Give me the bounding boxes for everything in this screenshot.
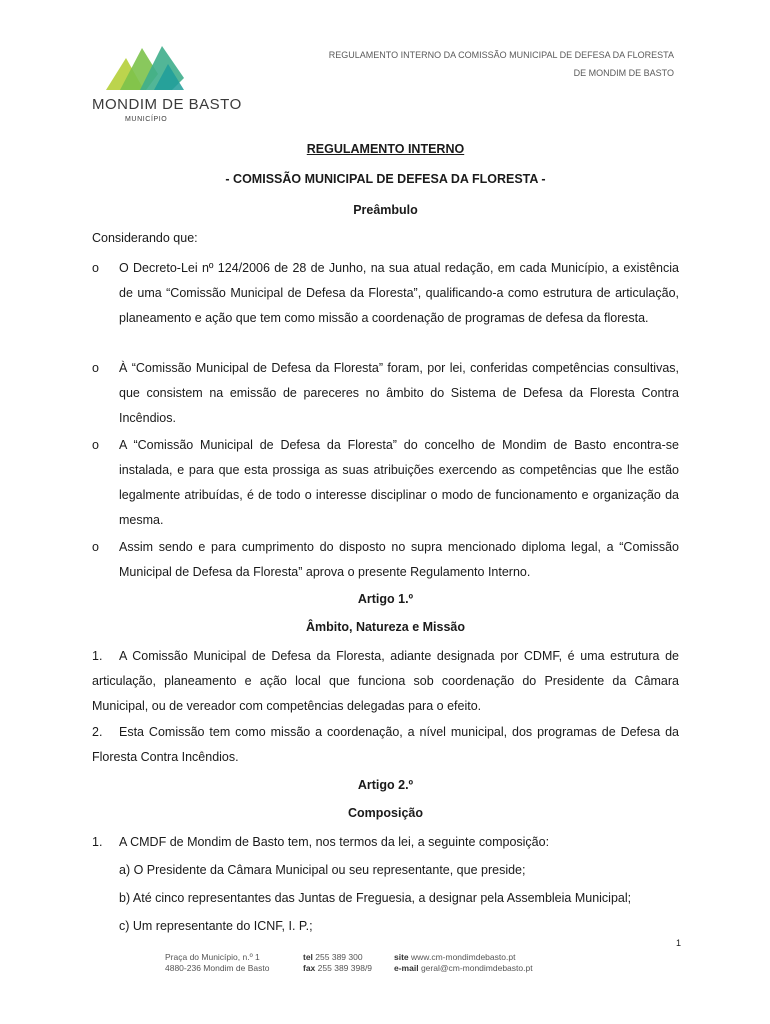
- tel-label: tel: [303, 952, 313, 962]
- article-1-heading: Artigo 1.º: [357, 592, 414, 606]
- item-number: 2.: [92, 725, 103, 739]
- page-number: 1: [676, 938, 682, 948]
- tel-value: 255 389 300: [315, 952, 363, 962]
- item-number: 1.: [92, 835, 103, 849]
- item-text: Esta Comissão tem como missão a coordenação, a nível municipal, dos programas de Defesa da Floresta Contra Incêndios.: [92, 725, 679, 764]
- item-text: A CMDF de Mondim de Basto tem, nos termos da lei, a seguinte composição:: [119, 835, 550, 849]
- footer-address-line-1: Praça do Município, n.º 1: [165, 952, 260, 962]
- article-2-subitem-b: b) Até cinco representantes das Juntas de Freguesia, a designar pela Assembleia Municipal;: [119, 891, 632, 905]
- preamble-heading: Preâmbulo: [353, 203, 418, 217]
- article-2-subitem-a: a) O Presidente da Câmara Municipal ou seu representante, que preside;: [119, 863, 526, 877]
- article-2-heading: Artigo 2.º: [357, 778, 414, 792]
- article-2-title: Composição: [347, 806, 423, 820]
- article-2-subitem-c: c) Um representante do ICNF, I. P.;: [119, 919, 313, 933]
- bullet-text: A “Comissão Municipal de Defesa da Floresta” do concelho de Mondim de Basto encontra-se instalada, e para que esta prossiga as suas atribuições exercendo as competências que lhe estão legalmente atribuídas, é de todo o interesse disciplinar o modo de funcionamento e organização da mesma.: [119, 438, 679, 527]
- bullet-marker: o: [92, 361, 99, 375]
- logo-name: MONDIM DE BASTO: [92, 96, 242, 113]
- document-title: REGULAMENTO INTERNO: [306, 142, 465, 156]
- bullet-marker: o: [92, 261, 99, 275]
- article-1-item-2: [92, 720, 679, 770]
- logo-subtitle: MUNICÍPIO: [125, 116, 168, 123]
- considering-text: Considerando que:: [92, 231, 198, 245]
- bullet-text: Assim sendo e para cumprimento do disposto no supra mencionado diploma legal, a “Comissão Municipal de Defesa da Floresta” aprova o presente Regulamento Interno.: [119, 540, 679, 579]
- item-number: 1.: [92, 649, 103, 663]
- article-1-item-1: [92, 644, 679, 719]
- article-1-title: Âmbito, Natureza e Missão: [305, 620, 466, 634]
- document-subtitle: - COMISSÃO MUNICIPAL DE DEFESA DA FLORESTA -: [225, 172, 546, 186]
- bullet-text: À “Comissão Municipal de Defesa da Floresta” foram, por lei, conferidas competências consultivas, que consistem na emissão de pareceres no âmbito do Sistema de Defesa da Floresta Contra Incêndios.: [119, 361, 679, 425]
- item-text: A Comissão Municipal de Defesa da Floresta, adiante designada por CDMF, é uma estrutura de articulação, planeamento e ação local que funciona sob coordenação do Presidente da Câmara Municipal, ou de vereador com competências delegadas para o efeito.: [92, 649, 679, 713]
- footer-phone: [303, 952, 372, 974]
- email-label: e-mail: [394, 963, 419, 973]
- article-2-item-1: [92, 830, 679, 855]
- fax-value: 255 389 398/9: [317, 963, 373, 973]
- footer-web: [394, 952, 533, 974]
- header-line-1: REGULAMENTO INTERNO DA COMISSÃO MUNICIPAL DE DEFESA DA FLORESTA: [328, 50, 674, 60]
- footer-address-line-2: 4880-236 Mondim de Basto: [165, 963, 270, 973]
- bullet-marker: o: [92, 438, 99, 452]
- fax-label: fax: [303, 963, 316, 973]
- mountain-logo-icon: [106, 44, 186, 92]
- bullet-marker: o: [92, 540, 99, 554]
- site-label: site: [394, 952, 409, 962]
- site-link[interactable]: www.cm-mondimdebasto.pt: [411, 952, 516, 962]
- footer-address: [165, 952, 269, 974]
- email-link[interactable]: geral@cm-mondimdebasto.pt: [420, 963, 533, 973]
- bullet-text: O Decreto-Lei nº 124/2006 de 28 de Junho, na sua atual redação, em cada Município, a existência de uma “Comissão Municipal de Defesa da Floresta”, qualificando-a como estrutura de articulação, planeamento e ação que tem como missão a coordenação de programas de defesa da floresta.: [119, 261, 679, 325]
- document-header: [329, 46, 674, 82]
- municipality-logo: [92, 44, 242, 128]
- header-line-2: DE MONDIM DE BASTO: [573, 68, 674, 78]
